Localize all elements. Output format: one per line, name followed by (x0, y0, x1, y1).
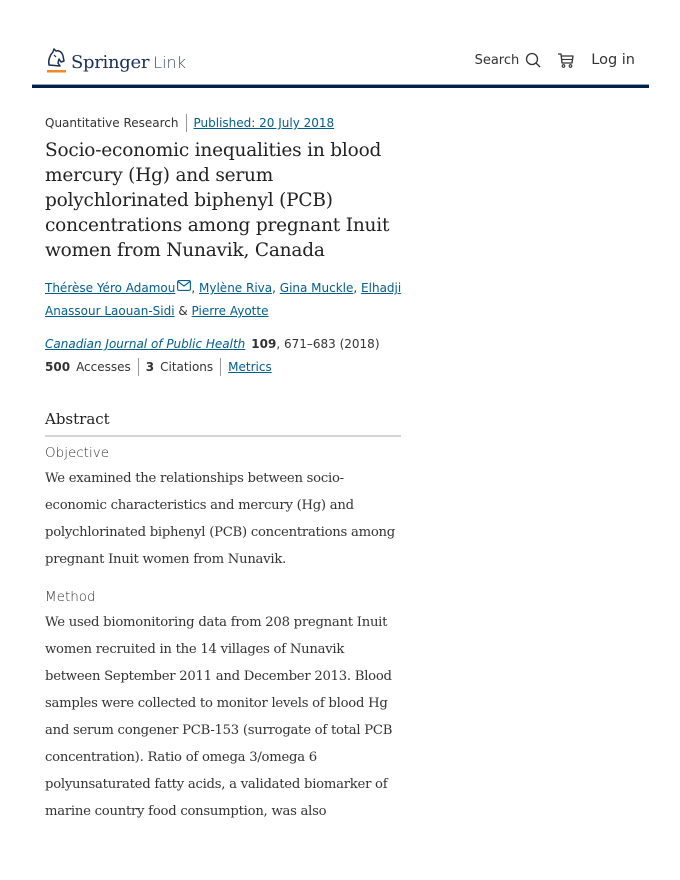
abstract-heading: Abstract (45, 410, 401, 437)
springer-link-logo[interactable] (45, 46, 186, 74)
search-button[interactable] (475, 52, 542, 68)
author-separator: & (174, 304, 192, 318)
login-link[interactable]: Log in (591, 52, 635, 68)
article-metrics (45, 355, 405, 379)
citation-line (45, 333, 405, 355)
journal-link[interactable]: Canadian Journal of Public Health (45, 337, 246, 351)
abstract-section (45, 410, 401, 825)
springer-horse-icon (45, 46, 67, 74)
site-header (32, 40, 649, 84)
metrics-divider (138, 358, 139, 376)
article-type: Quantitative Research (45, 116, 179, 130)
author-separator: , (353, 281, 362, 295)
author-list (45, 277, 405, 323)
email-icon[interactable] (177, 280, 191, 291)
journal-pages-year: , 671–683 (2018) (276, 337, 380, 351)
accesses-count: 500 (45, 360, 71, 374)
article-meta (45, 112, 405, 134)
author-link[interactable]: Mylène Riva (199, 281, 273, 295)
cart-button[interactable] (557, 51, 575, 69)
author-link[interactable]: Thérèse Yéro Adamou (45, 281, 176, 295)
citations-count: 3 (145, 360, 155, 374)
search-icon (525, 52, 541, 68)
meta-divider (186, 114, 187, 132)
author-separator: , (191, 281, 200, 295)
header-divider (32, 84, 649, 88)
article-header (45, 112, 405, 379)
metrics-link[interactable]: Metrics (228, 360, 272, 374)
author-link[interactable]: Pierre Ayotte (191, 304, 269, 318)
cart-icon (557, 51, 575, 69)
author-link[interactable]: Elhadji Anassour Laouan-Sidi (45, 281, 402, 318)
search-label: Search (474, 52, 520, 68)
header-nav (475, 49, 635, 71)
method-heading: Method (45, 589, 96, 605)
accesses-label: Accesses (76, 360, 131, 374)
journal-volume: 109 (251, 337, 277, 351)
author-separator: , (272, 281, 280, 295)
article-title: Socio-economic inequalities in blood mercury (Hg) and serum polychlorinated biphenyl (PCB) concentrations among pregnant Inuit women from Nunavik, Canada (45, 140, 390, 261)
brand-suffix: Link (153, 53, 186, 72)
objective-heading: Objective (45, 445, 110, 461)
brand-name: Springer (71, 52, 150, 73)
method-text: We used biomonitoring data from 208 pregnant Inuit women recruited in the 14 villages of Nunavik between September 2011 and December 2013. Blood samples were collected to monitor levels of blood Hg and serum congener PCB-153 (surrogate of total PCB concentration). Ratio of omega 3/omega 6 polyunsaturated fatty acids, a validated biomarker of marine country food consumption, was also (45, 615, 393, 819)
objective-text: We examined the relationships between socio-economic characteristics and mercury (Hg) and polychlorinated biphenyl (PCB) concentrations among pregnant Inuit women from Nunavik. (45, 471, 395, 567)
published-date-link[interactable]: Published: 20 July 2018 (193, 116, 335, 130)
citations-label: Citations (160, 360, 214, 374)
metrics-divider (220, 358, 221, 376)
author-link[interactable]: Gina Muckle (279, 281, 354, 295)
